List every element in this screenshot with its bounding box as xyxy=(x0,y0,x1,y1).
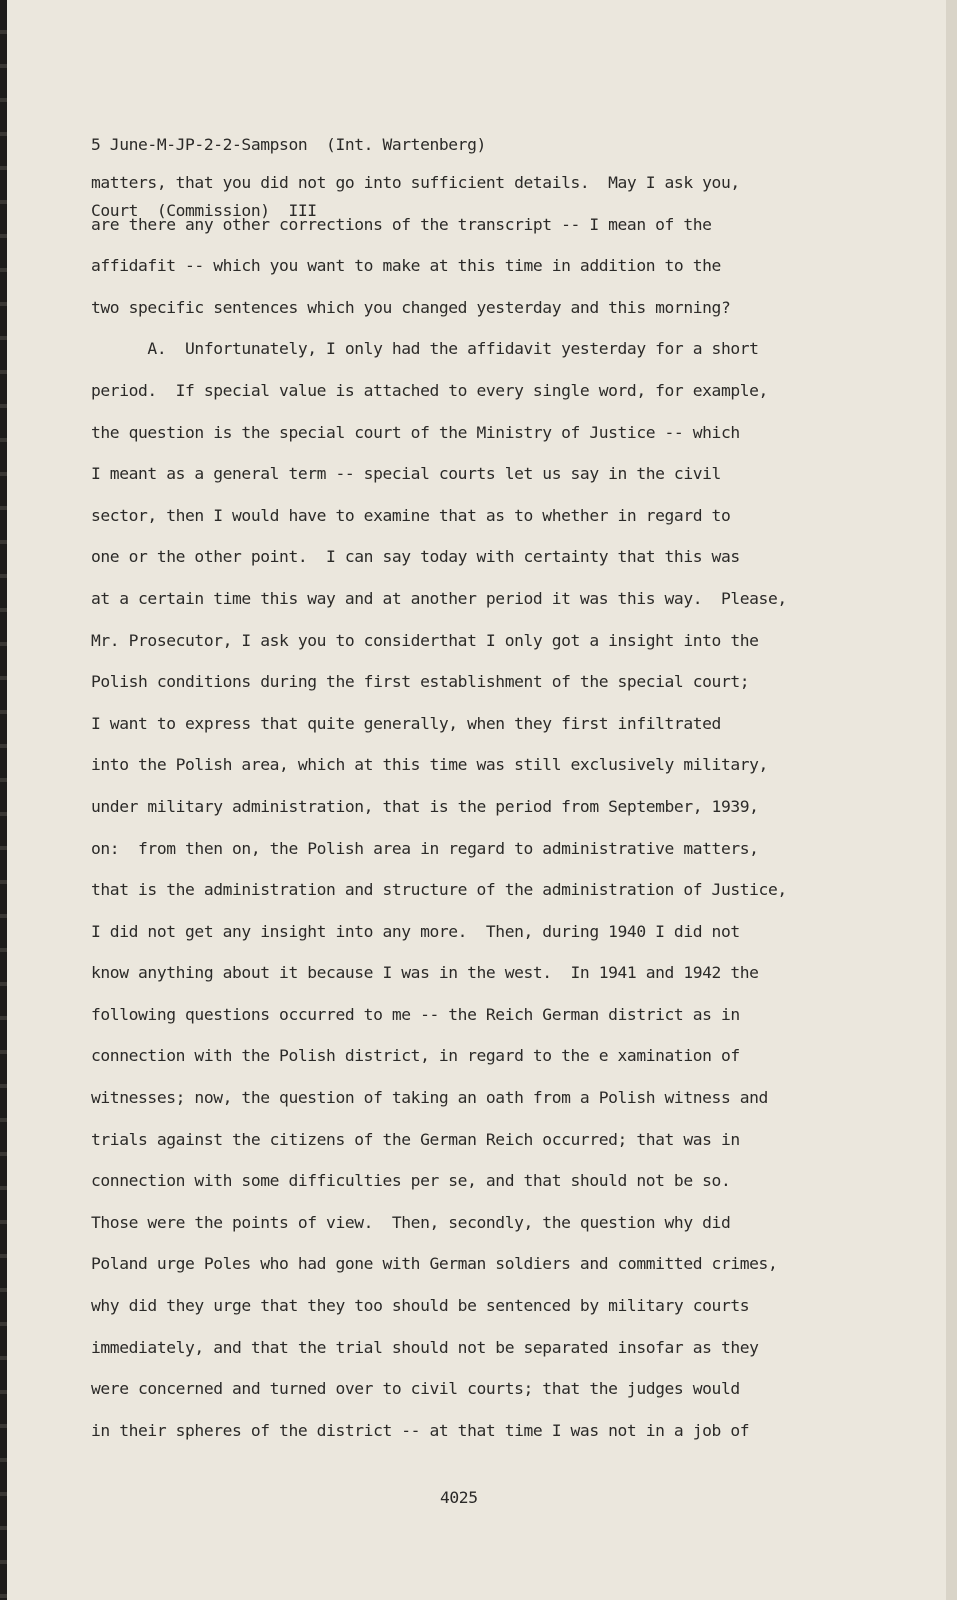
header-line-1: 5 June-M-JP-2-2-Sampson (Int. Wartenberg) xyxy=(91,135,486,154)
transcript-line: the question is the special court of the Ministry of Justice -- which xyxy=(91,422,740,442)
scan-left-edge xyxy=(0,0,7,1600)
transcript-line: Those were the points of view. Then, secondly, the question why did xyxy=(91,1212,731,1232)
transcript-line: Polish conditions during the first establishment of the special court; xyxy=(91,672,750,692)
page-number: 4025 xyxy=(440,1488,478,1507)
transcript-line: under military administration, that is the period from September, 1939, xyxy=(91,796,759,816)
transcript-line: know anything about it because I was in the west. In 1941 and 1942 the xyxy=(91,963,759,983)
transcript-line: period. If special value is attached to every single word, for example, xyxy=(91,380,768,400)
transcript-line: I did not get any insight into any more. Then, during 1940 I did not xyxy=(91,921,740,941)
transcript-line: two specific sentences which you changed yesterday and this morning? xyxy=(91,297,731,317)
transcript-line: I want to express that quite generally, when they first infiltrated xyxy=(91,713,721,733)
transcript-line: connection with some difficulties per se, and that should not be so. xyxy=(91,1171,731,1191)
transcript-line: into the Polish area, which at this time was still exclusively military, xyxy=(91,755,768,775)
transcript-line: on: from then on, the Polish area in regard to administrative matters, xyxy=(91,838,759,858)
transcript-line: immediately, and that the trial should not be separated insofar as they xyxy=(91,1337,759,1357)
transcript-line: witnesses; now, the question of taking an oath from a Polish witness and xyxy=(91,1088,768,1108)
transcript-line: that is the administration and structure of the administration of Justice, xyxy=(91,880,787,900)
transcript-line: at a certain time this way and at another period it was this way. Please, xyxy=(91,588,787,608)
transcript-line: I meant as a general term -- special courts let us say in the civil xyxy=(91,464,721,484)
transcript-line: affidafit -- which you want to make at this time in addition to the xyxy=(91,256,721,276)
transcript-line: connection with the Polish district, in regard to the e xamination of xyxy=(91,1046,740,1066)
transcript-line: following questions occurred to me -- the Reich German district as in xyxy=(91,1004,740,1024)
transcript-line: are there any other corrections of the transcript -- I mean of the xyxy=(91,214,712,234)
transcript-line: Mr. Prosecutor, I ask you to considerthat I only got a insight into the xyxy=(91,630,759,650)
transcript-body xyxy=(91,172,871,1461)
transcript-line: matters, that you did not go into sufficient details. May I ask you, xyxy=(91,173,740,192)
transcript-line: Poland urge Poles who had gone with German soldiers and committed crimes, xyxy=(91,1254,778,1274)
header-line-2: Court (Commission) III xyxy=(91,201,317,220)
transcript-line: why did they urge that they too should be sentenced by military courts xyxy=(91,1296,750,1316)
transcript-line: A. Unfortunately, I only had the affidavit yesterday for a short xyxy=(91,339,759,359)
scan-right-edge xyxy=(946,0,957,1600)
transcript-line: were concerned and turned over to civil courts; that the judges would xyxy=(91,1379,740,1399)
transcript-line: in their spheres of the district -- at that time I was not in a job of xyxy=(91,1420,750,1440)
transcript-line: one or the other point. I can say today with certainty that this was xyxy=(91,547,740,567)
transcript-line: sector, then I would have to examine that as to whether in regard to xyxy=(91,505,731,525)
transcript-line: trials against the citizens of the German Reich occurred; that was in xyxy=(91,1129,740,1149)
